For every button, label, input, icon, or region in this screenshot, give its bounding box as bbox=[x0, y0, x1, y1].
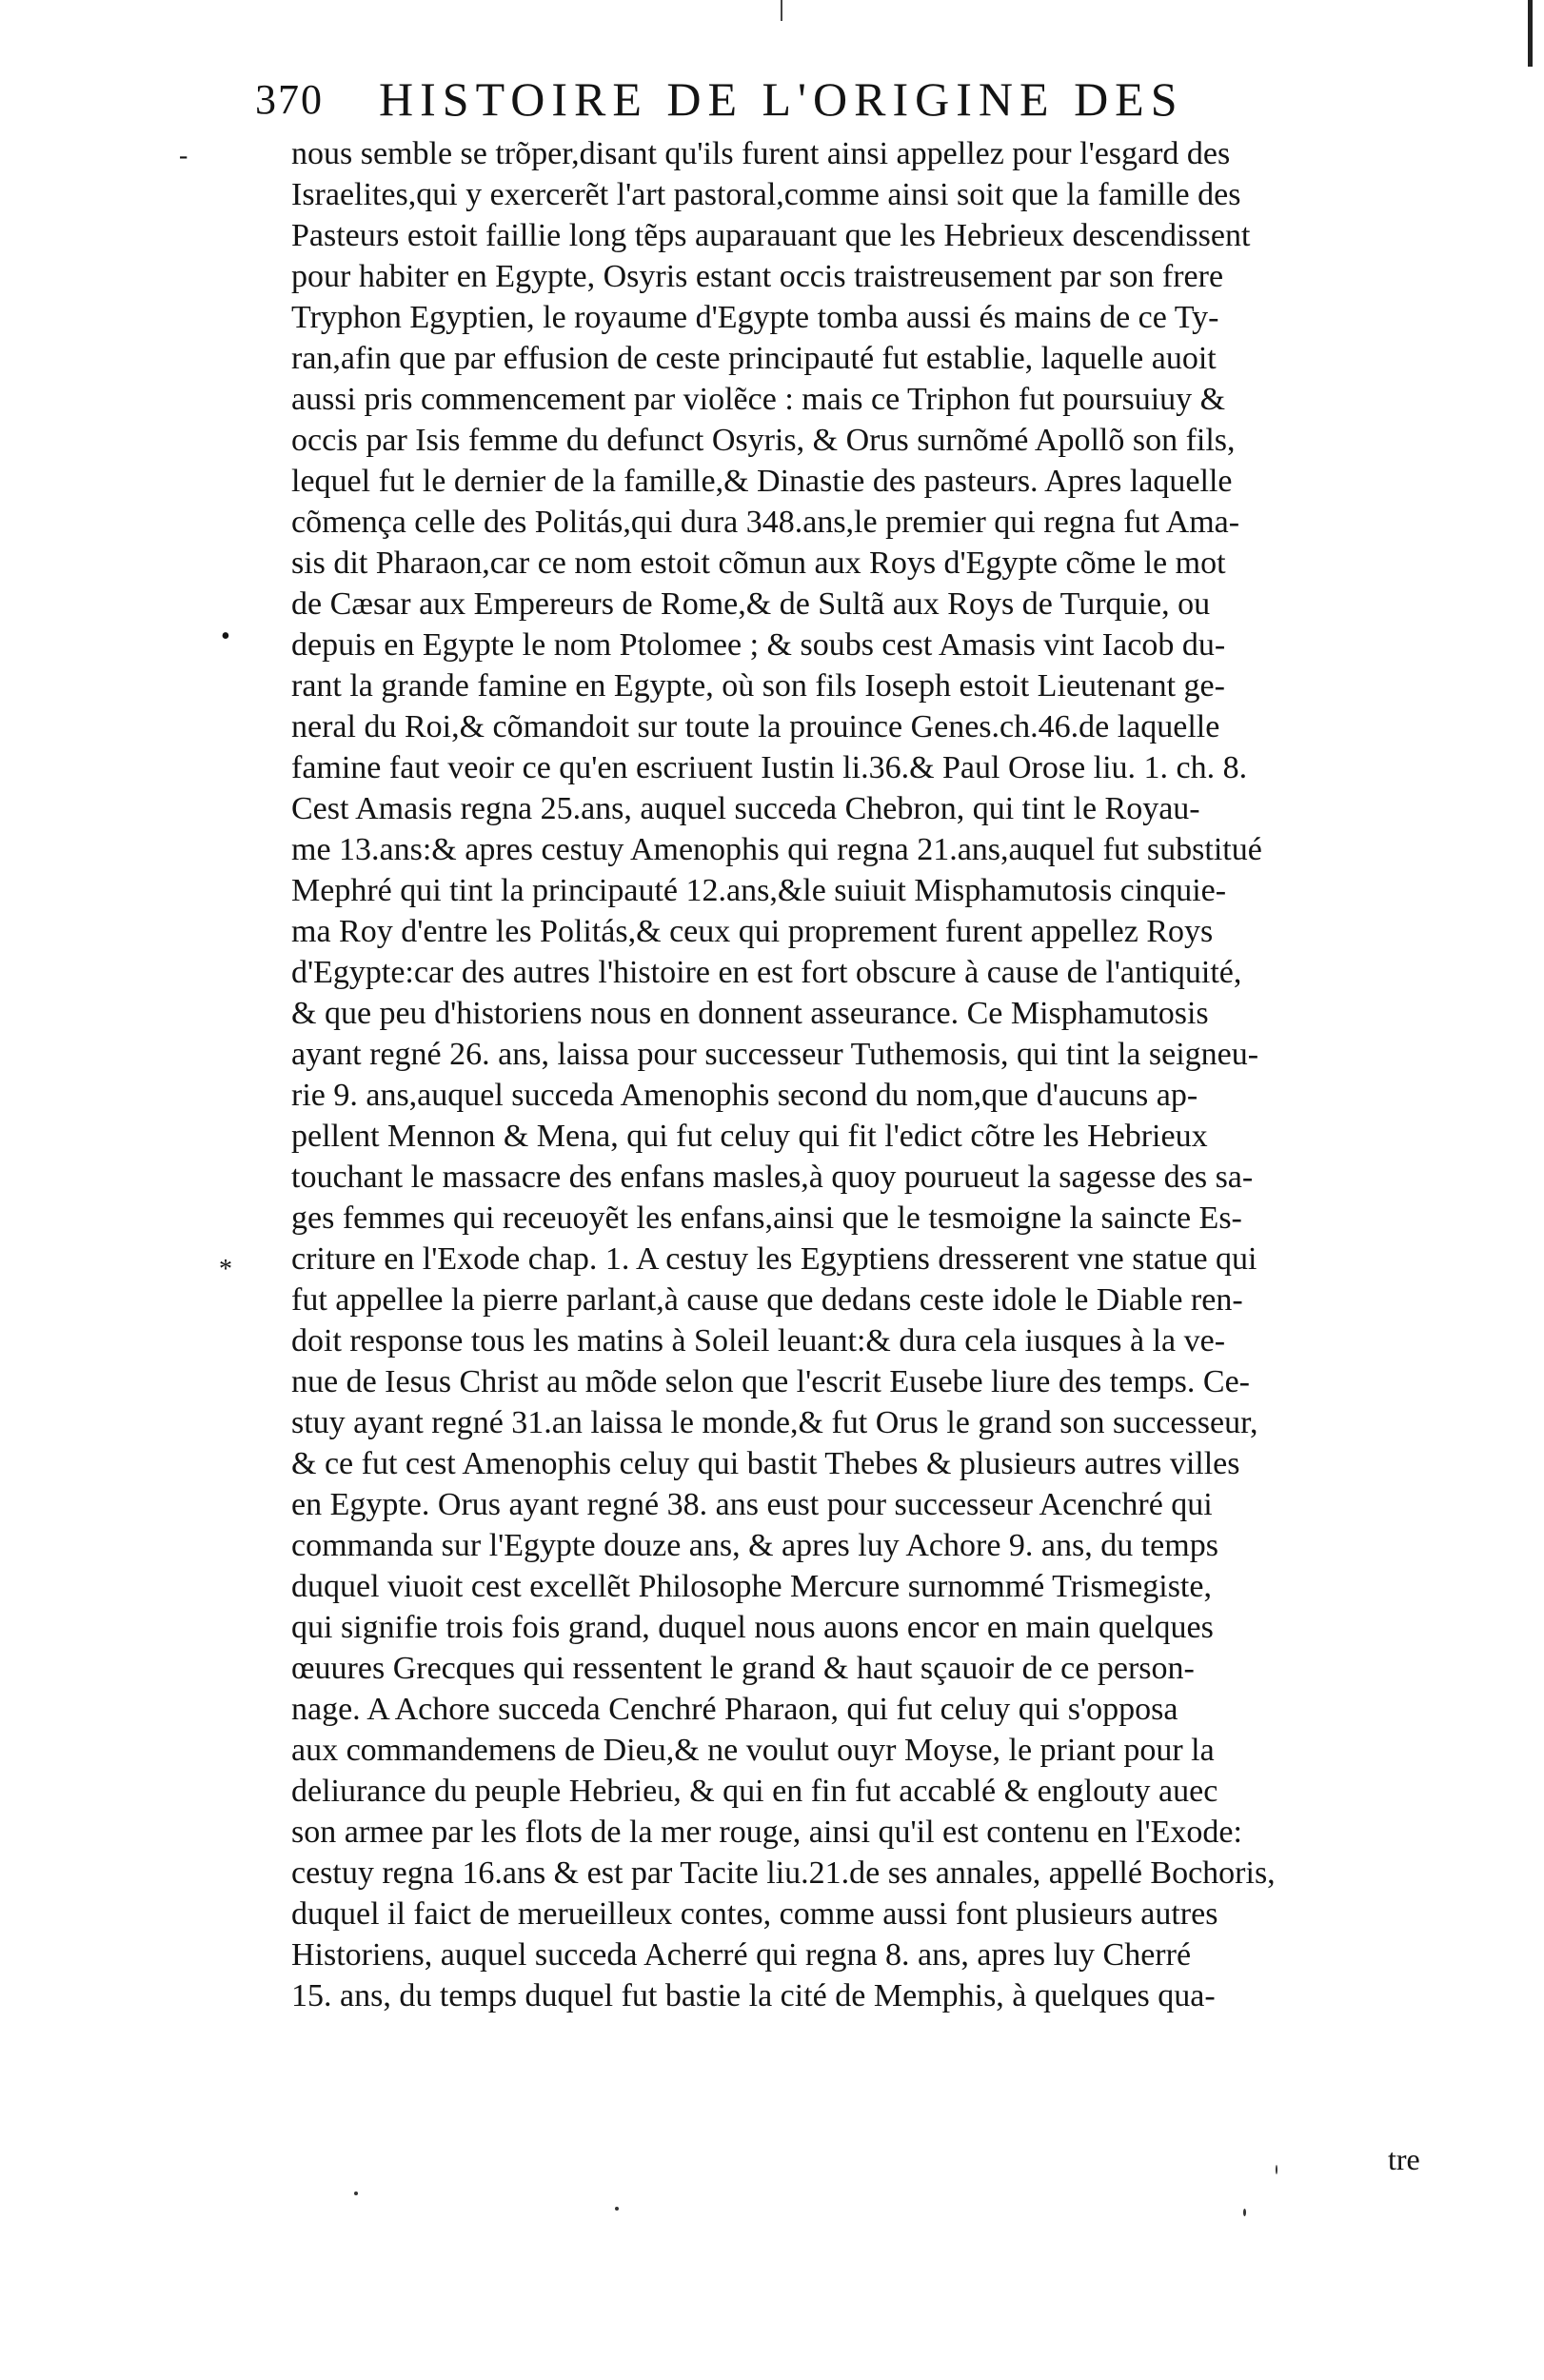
text-line: occis par Isis femme du defunct Osyris, & Orus surnõmé Apollõ son fils, bbox=[291, 423, 1236, 458]
text-line: Cest Amasis regna 25.ans, auquel succeda Chebron, qui tint le Royau- bbox=[291, 791, 1200, 826]
text-line: 15. ans, du temps duquel fut bastie la cité de Memphis, à quelques qua- bbox=[291, 1978, 1216, 2013]
text-line: & que peu d'historiens nous en donnent asseurance. Ce Misphamutosis bbox=[291, 996, 1209, 1031]
text-line: rie 9. ans,auquel succeda Amenophis second du nom,que d'aucuns ap- bbox=[291, 1078, 1198, 1113]
header-title: HISTOIRE DE L'ORIGINE DES bbox=[379, 72, 1184, 126]
text-line: qui signifie trois fois grand, duquel nous auons encor en main quelques bbox=[291, 1610, 1214, 1645]
text-line: son armee par les flots de la mer rouge, ainsi qu'il est contenu en l'Exode: bbox=[291, 1815, 1242, 1850]
text-line: depuis en Egypte le nom Ptolomee ; & soubs cest Amasis vint Iacob du- bbox=[291, 627, 1226, 663]
text-line: cõmença celle des Politás,qui dura 348.ans,le premier qui regna fut Ama- bbox=[291, 505, 1240, 540]
text-line: ges femmes qui receuoyẽt les enfans,ainsi que le tesmoigne la saincte Es- bbox=[291, 1200, 1242, 1236]
text-line: nage. A Achore succeda Cenchré Pharaon, qui fut celuy qui s'opposa bbox=[291, 1692, 1178, 1727]
margin-mark-1: - bbox=[179, 141, 188, 170]
text-line: Mephré qui tint la principauté 12.ans,&le suiuit Misphamutosis cinquie- bbox=[291, 873, 1227, 908]
text-line: cestuy regna 16.ans & est par Tacite liu.21.de ses annales, appellé Bochoris, bbox=[291, 1855, 1276, 1891]
print-speck bbox=[354, 2192, 358, 2195]
text-line: duquel viuoit cest excellẽt Philosophe Mercure surnommé Trismegiste, bbox=[291, 1569, 1212, 1604]
running-head bbox=[255, 65, 1321, 133]
text-line: nous semble se trõper,disant qu'ils furent ainsi appellez pour l'esgard des bbox=[291, 136, 1231, 171]
text-line: famine faut veoir ce qu'en escriuent Iustin li.36.& Paul Orose liu. 1. ch. 8. bbox=[291, 750, 1248, 785]
text-line: ma Roy d'entre les Politás,& ceux qui proprement furent appellez Roys bbox=[291, 914, 1214, 949]
text-line: doit response tous les matins à Soleil leuant:& dura cela iusques à la ve- bbox=[291, 1323, 1226, 1359]
margin-mark-2: • bbox=[221, 622, 230, 651]
text-line: ran,afin que par effusion de ceste principauté fut establie, laquelle auoit bbox=[291, 341, 1217, 376]
scan-top-tick bbox=[781, 0, 782, 21]
text-line: neral du Roi,& cõmandoit sur toute la prouince Genes.ch.46.de laquelle bbox=[291, 709, 1220, 744]
text-line: fut appellee la pierre parlant,à cause que dedans ceste idole le Diable ren- bbox=[291, 1282, 1243, 1318]
body-text bbox=[291, 133, 1519, 2016]
text-line: pellent Mennon & Mena, qui fut celuy qui fit l'edict cõtre les Hebrieux bbox=[291, 1119, 1208, 1154]
print-speck bbox=[615, 2207, 619, 2211]
margin-mark-3: * bbox=[219, 1255, 232, 1284]
text-line: œuures Grecques qui ressentent le grand & haut sçauoir de ce person- bbox=[291, 1651, 1195, 1686]
text-line: de Cæsar aux Empereurs de Rome,& de Sultã aux Roys de Turquie, ou bbox=[291, 586, 1211, 622]
text-line: en Egypte. Orus ayant regné 38. ans eust pour successeur Acenchré qui bbox=[291, 1487, 1213, 1522]
text-line: criture en l'Exode chap. 1. A cestuy les Egyptiens dresserent vne statue qui bbox=[291, 1241, 1257, 1277]
text-line: Israelites,qui y exercerẽt l'art pastoral,comme ainsi soit que la famille des bbox=[291, 177, 1241, 212]
text-line: me 13.ans:& apres cestuy Amenophis qui regna 21.ans,auquel fut substitué bbox=[291, 832, 1262, 867]
scan-edge-mark bbox=[1528, 0, 1533, 67]
print-speck bbox=[1243, 2209, 1246, 2216]
text-line: aussi pris commencement par violẽce : mais ce Triphon fut poursuiuy & bbox=[291, 382, 1226, 417]
text-line: deliurance du peuple Hebrieu, & qui en fin fut accablé & englouty auec bbox=[291, 1774, 1218, 1809]
text-line: duquel il faict de merueilleux contes, comme aussi font plusieurs autres bbox=[291, 1896, 1218, 1932]
text-line: nue de Iesus Christ au mõde selon que l'escrit Eusebe liure des temps. Ce- bbox=[291, 1364, 1250, 1399]
text-line: Tryphon Egyptien, le royaume d'Egypte tomba aussi és mains de ce Ty- bbox=[291, 300, 1219, 335]
text-line: Pasteurs estoit faillie long tẽps auparauant que les Hebrieux descendissent bbox=[291, 218, 1251, 253]
text-line: pour habiter en Egypte, Osyris estant occis traistreusement par son frere bbox=[291, 259, 1224, 294]
text-line: ayant regné 26. ans, laissa pour successeur Tuthemosis, qui tint la seigneu- bbox=[291, 1037, 1259, 1072]
text-line: d'Egypte:car des autres l'histoire en est fort obscure à cause de l'antiquité, bbox=[291, 955, 1242, 990]
text-line: Historiens, auquel succeda Acherré qui regna 8. ans, apres luy Cherré bbox=[291, 1937, 1192, 1973]
text-line: sis dit Pharaon,car ce nom estoit cõmun aux Roys d'Egypte cõme le mot bbox=[291, 545, 1226, 581]
text-line: & ce fut cest Amenophis celuy qui bastit Thebes & plusieurs autres villes bbox=[291, 1446, 1240, 1481]
catchword: tre bbox=[1388, 2142, 1420, 2176]
text-line: aux commandemens de Dieu,& ne voulut ouyr Moyse, le priant pour la bbox=[291, 1733, 1215, 1768]
text-line: touchant le massacre des enfans masles,à quoy pourueut la sagesse des sa- bbox=[291, 1160, 1254, 1195]
page-number: 370 bbox=[255, 75, 324, 123]
text-line: commanda sur l'Egypte douze ans, & apres luy Achore 9. ans, du temps bbox=[291, 1528, 1218, 1563]
text-line: lequel fut le dernier de la famille,& Dinastie des pasteurs. Apres laquelle bbox=[291, 464, 1233, 499]
text-line: rant la grande famine en Egypte, où son fils Ioseph estoit Lieutenant ge- bbox=[291, 668, 1225, 704]
print-speck bbox=[1276, 2165, 1277, 2174]
text-line: stuy ayant regné 31.an laissa le monde,& fut Orus le grand son successeur, bbox=[291, 1405, 1258, 1440]
